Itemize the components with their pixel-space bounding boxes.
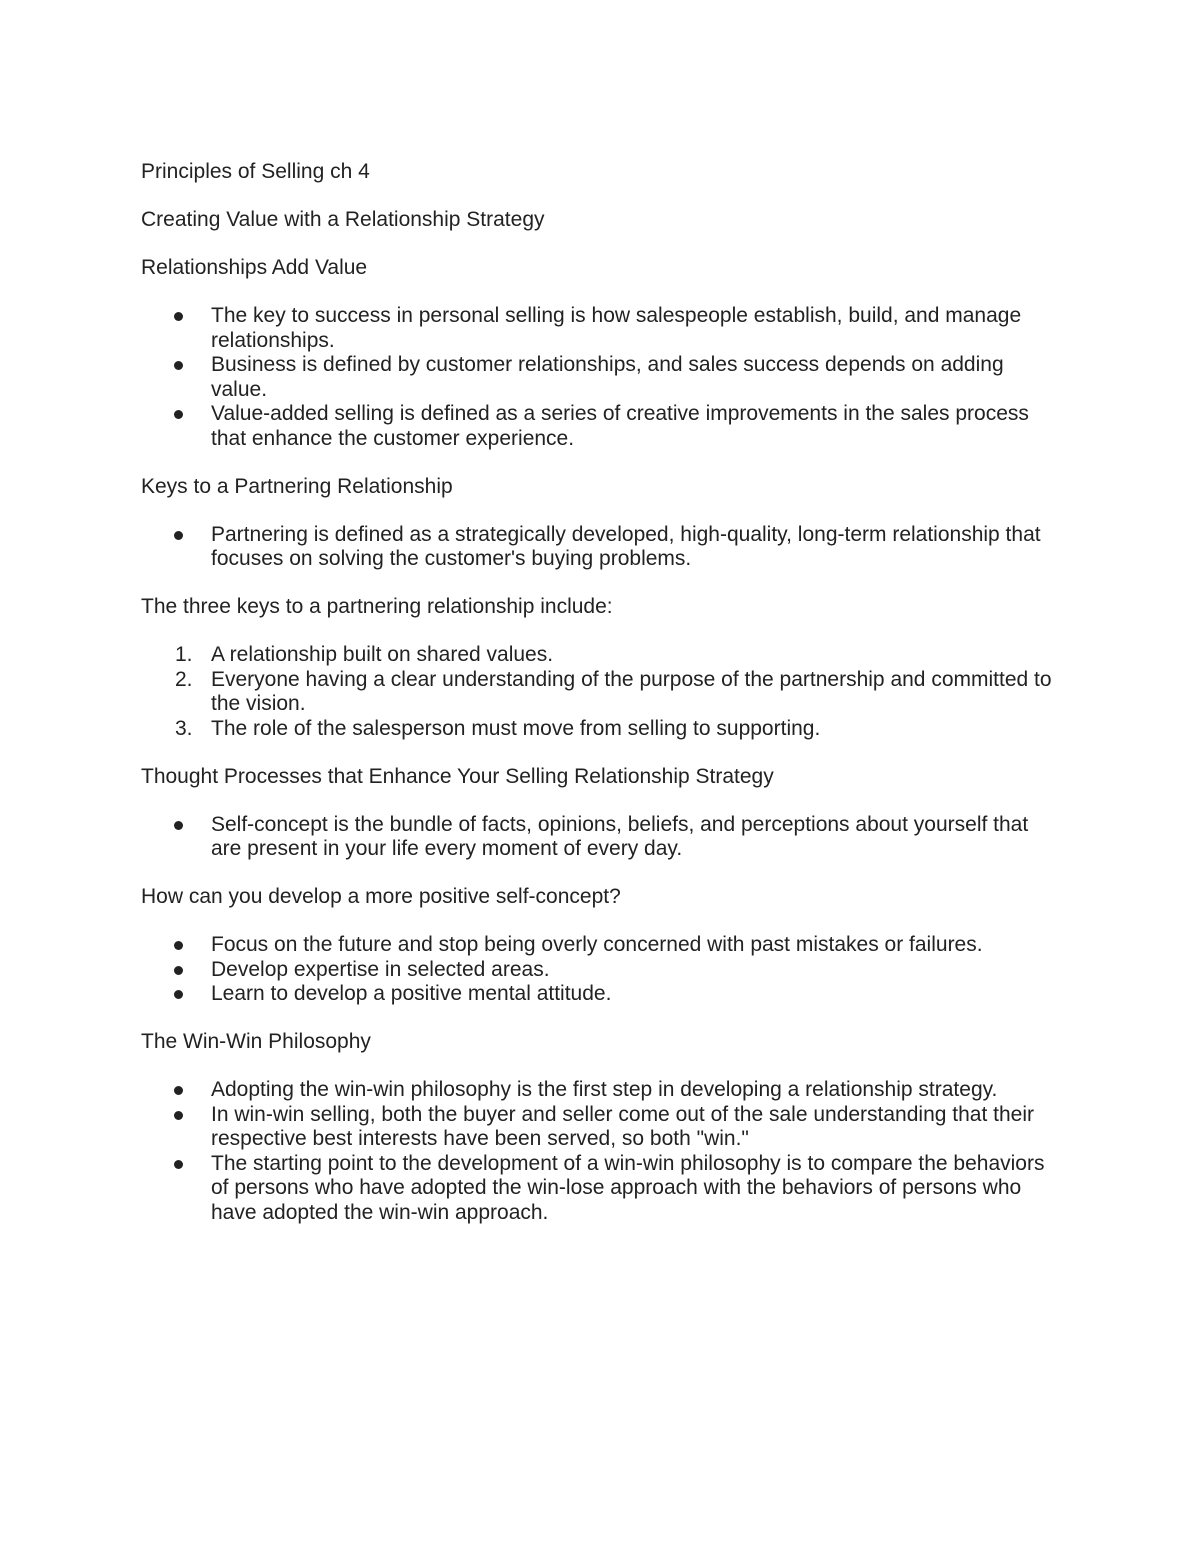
bullet-icon: [174, 990, 183, 999]
list-item-text: Develop expertise in selected areas.: [211, 957, 550, 981]
list-item-text: Partnering is defined as a strategically developed, high-quality, long-term relationship that focuses on solving the customer's buying problems.: [211, 522, 1041, 570]
list-item: [141, 1103, 1061, 1152]
list-number: 3.: [175, 716, 193, 740]
list-item-text: Business is defined by customer relationships, and sales success depends on adding value.: [211, 353, 1004, 401]
list-item: [141, 402, 1061, 451]
bullet-icon: [174, 312, 183, 321]
bullet-list-self-concept: [141, 933, 1061, 1007]
bullet-icon: [174, 1160, 183, 1169]
section-heading-thought-processes: Thought Processes that Enhance Your Selling Relationship Strategy: [141, 764, 774, 788]
list-item: [141, 353, 1061, 402]
list-number: 2.: [175, 667, 193, 691]
list-item: [141, 717, 1061, 742]
list-item: [141, 982, 1061, 1007]
list-item: [141, 523, 1061, 572]
list-item-text: In win-win selling, both the buyer and seller come out of the sale understanding that their respective best interests have been served, so both "win.": [211, 1102, 1034, 1150]
list-item-text: The starting point to the development of a win-win philosophy is to compare the behaviors of persons who have adopted the win-lose approach with the behaviors of persons who have adopted the win-win approach.: [211, 1151, 1045, 1224]
list-item-text: Self-concept is the bundle of facts, opinions, beliefs, and perceptions about yourself that are present in your life every moment of every day.: [211, 812, 1029, 860]
list-item-text: Value-added selling is defined as a series of creative improvements in the sales process that enhance the customer experience.: [211, 402, 1029, 450]
bullet-list-win-win: [141, 1078, 1061, 1225]
list-item-text: Everyone having a clear understanding of the purpose of the partnership and committed to the vision.: [211, 667, 1052, 715]
list-item-text: Adopting the win-win philosophy is the first step in developing a relationship strategy.: [211, 1078, 998, 1101]
section-heading-keys-partnering: Keys to a Partnering Relationship: [141, 474, 453, 498]
list-item: [141, 958, 1061, 983]
bullet-list-relationships-add-value: [141, 304, 1061, 451]
list-item: [141, 304, 1061, 353]
list-item: [141, 643, 1061, 668]
bullet-icon: [174, 821, 183, 830]
list-item: [141, 668, 1061, 717]
list-item-text: The key to success in personal selling is how salespeople establish, build, and manage relationships.: [211, 304, 1022, 352]
document-page: [141, 160, 1061, 1249]
list-item-text: The role of the salesperson must move from selling to supporting.: [211, 716, 821, 740]
bullet-icon: [174, 361, 183, 370]
bullet-list-keys-partnering: [141, 523, 1061, 572]
list-item: [141, 813, 1061, 862]
bullet-icon: [174, 410, 183, 419]
section-heading-three-keys: The three keys to a partnering relationship include:: [141, 595, 613, 618]
list-item-text: A relationship built on shared values.: [211, 643, 554, 666]
document-title: Principles of Selling ch 4: [141, 160, 370, 183]
section-heading-relationships-add-value: Relationships Add Value: [141, 256, 368, 279]
list-item-text: Focus on the future and stop being overly concerned with past mistakes or failures.: [211, 933, 983, 956]
bullet-icon: [174, 531, 183, 540]
section-heading-win-win: The Win-Win Philosophy: [141, 1030, 371, 1053]
list-number: 1.: [175, 643, 193, 666]
bullet-icon: [174, 966, 183, 975]
list-item: [141, 933, 1061, 958]
document-subtitle: Creating Value with a Relationship Strategy: [141, 208, 545, 231]
bullet-icon: [174, 941, 183, 950]
bullet-list-thought-processes: [141, 813, 1061, 862]
bullet-icon: [174, 1086, 183, 1095]
list-item-text: Learn to develop a positive mental attitude.: [211, 982, 612, 1005]
numbered-list-three-keys: [141, 643, 1061, 741]
bullet-icon: [174, 1111, 183, 1120]
section-heading-self-concept: How can you develop a more positive self-concept?: [141, 885, 621, 908]
list-item: [141, 1152, 1061, 1226]
list-item: [141, 1078, 1061, 1103]
